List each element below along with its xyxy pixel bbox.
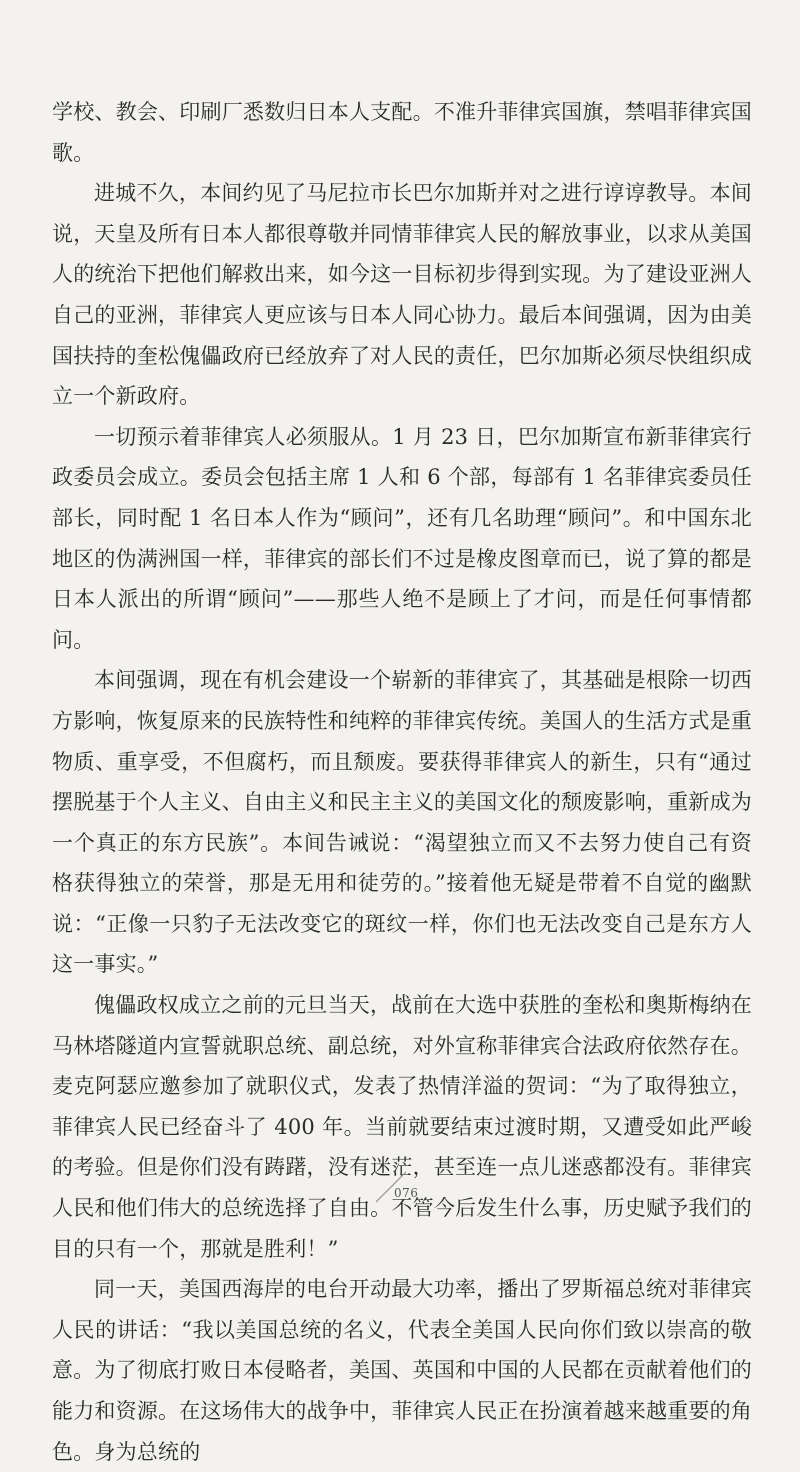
paragraph-continuation: 学校、教会、印刷厂悉数归日本人支配。不准升菲律宾国旗，禁唱菲律宾国歌。	[52, 100, 752, 165]
paragraph-inauguration: 傀儡政权成立之前的元旦当天，战前在大选中获胜的奎松和奥斯梅纳在马林塔隧道内宣誓就职总统、副总统，对外宣称菲律宾合法政府依然存在。麦克阿瑟应邀参加了就职仪式，发表了热情洋溢的贺词：“为了取得独立，菲律宾人民已经奋斗了 400 年。当前就要结束过渡时期，又遭受如此严峻的考验。但是你们没有踌躇，没有迷茫，甚至连一点儿迷惑都没有。菲律宾人民和他们伟大的总统选择了自由。不管今后发生什么事，历史赋予我们的目的只有一个，那就是胜利！”	[52, 993, 752, 1261]
paragraph-roosevelt-speech: 同一天，美国西海岸的电台开动最大功率，播出了罗斯福总统对菲律宾人民的讲话：“我以美国总统的名义，代表全美国人民向你们致以崇高的敬意。为了彻底打败日本侵略者，美国、英国和中国的人民都在贡献着他们的能力和资源。在这场伟大的战争中，菲律宾人民正在扮演着越来越重要的角色。身为总统的	[52, 1277, 752, 1464]
paragraph-executive-commission: 一切预示着菲律宾人必须服从。1 月 23 日，巴尔加斯宣布新菲律宾行政委员会成立。委员会包括主席 1 人和 6 个部，每部有 1 名菲律宾委员任部长，同时配 1 名日本人作为“顾问”，还有几名助理“顾问”。和中国东北地区的伪满洲国一样，菲律宾的部长们不过是橡皮图章而已，说了算的都是日本人派出的所谓“顾问”——那些人绝不是顾上了才问，而是任何事情都问。	[52, 424, 752, 652]
paragraph-honma-emphasis: 本间强调，现在有机会建设一个崭新的菲律宾了，其基础是根除一切西方影响，恢复原来的民族特性和纯粹的菲律宾传统。美国人的生活方式是重物质、重享受，不但腐朽，而且颓废。要获得菲律宾人的新生，只有“通过摆脱基于个人主义、自由主义和民主主义的美国文化的颓废影响，重新成为一个真正的东方民族”。本间告诫说：“渴望独立而又不去努力使自己有资格获得独立的荣誉，那是无用和徒劳的。”接着他无疑是带着不自觉的幽默说：“正像一只豹子无法改变它的斑纹一样，你们也无法改变自己是东方人这一事实。”	[52, 668, 752, 977]
body-text	[52, 92, 752, 1472]
page-footer	[360, 1168, 440, 1204]
paragraph-mayor-meeting: 进城不久，本间约见了马尼拉市长巴尔加斯并对之进行谆谆教导。本间说，天皇及所有日本人都很尊敬并同情菲律宾人民的解放事业，以求从美国人的统治下把他们解救出来，如今这一目标初步得到实现。为了建设亚洲人自己的亚洲，菲律宾人更应该与日本人同心协力。最后本间强调，因为由美国扶持的奎松傀儡政府已经放弃了对人民的责任，巴尔加斯必须尽快组织成立一个新政府。	[52, 181, 752, 409]
page-number: 076	[394, 1186, 419, 1200]
